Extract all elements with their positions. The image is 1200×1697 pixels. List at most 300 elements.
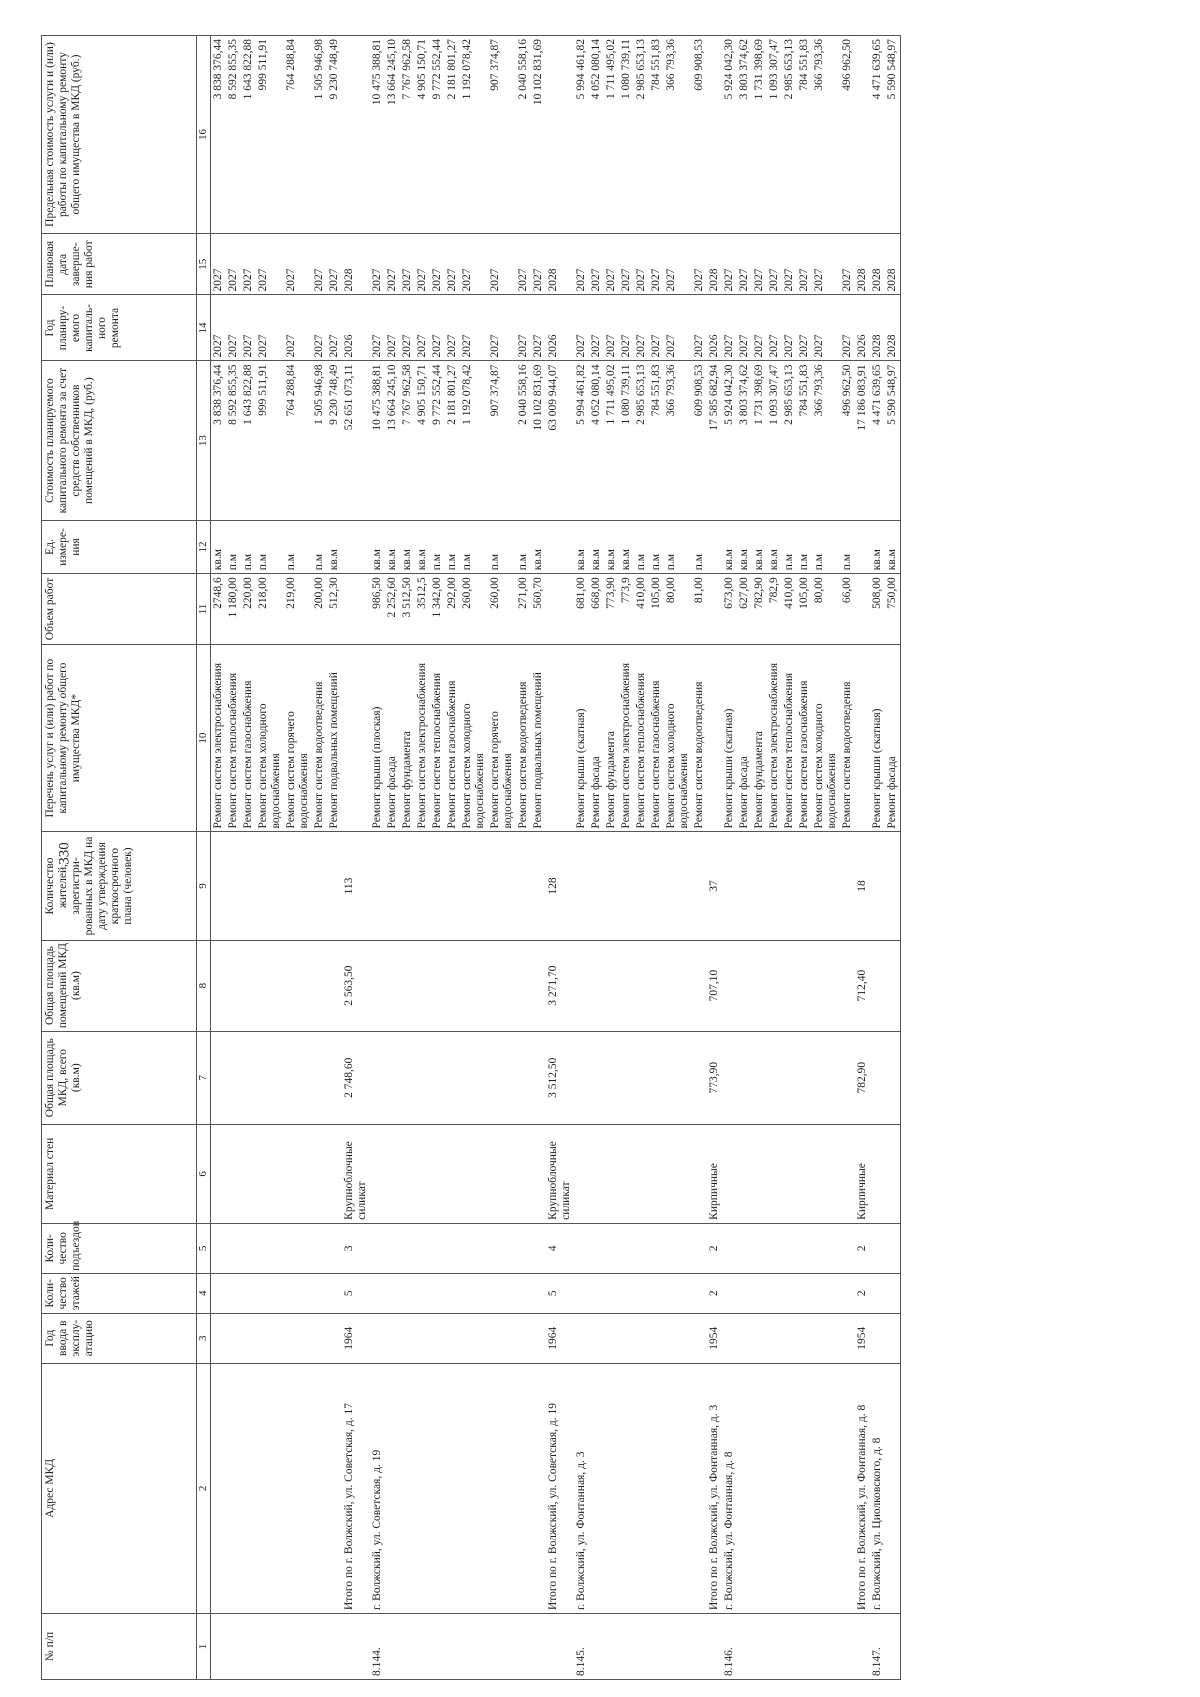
floors-cell	[649, 1273, 664, 1313]
completion-date-cell: 2027	[722, 234, 737, 295]
premises-area-cell	[812, 940, 840, 1031]
year-built-cell	[619, 1313, 634, 1363]
cost-cell: 999 511,91	[256, 361, 284, 520]
table-row	[885, 36, 901, 1680]
residents-cell	[460, 832, 488, 940]
completion-date-cell: 2027	[619, 234, 634, 295]
unit-cell: кв.м	[870, 520, 885, 573]
wall-material-cell	[415, 1124, 430, 1223]
residents-cell	[226, 832, 241, 940]
total-area-cell	[737, 1031, 752, 1124]
cost-cell: 3 838 376,44	[211, 361, 227, 520]
work-type-cell: Ремонт систем горячего водоснабжения	[284, 644, 312, 832]
entrances-cell	[370, 1223, 385, 1273]
entrances-cell	[885, 1223, 901, 1273]
table-row	[722, 36, 737, 1680]
limit-cost-cell: 9 230 748,49	[327, 36, 342, 234]
cost-cell: 5 590 548,97	[885, 361, 901, 520]
entrances-cell: 4	[546, 1223, 574, 1273]
premises-area-cell	[284, 940, 312, 1031]
year-built-cell	[312, 1313, 327, 1363]
entrances-cell	[531, 1223, 546, 1273]
work-type-cell: Ремонт систем холодного водоснабжения	[664, 644, 692, 832]
entrances-cell	[840, 1223, 855, 1273]
year-built-cell	[460, 1313, 488, 1363]
address-cell	[415, 1363, 430, 1613]
total-area-cell	[488, 1031, 516, 1124]
address-cell: Итого по г. Волжский, ул. Советская, д. 19	[546, 1363, 574, 1613]
completion-date-cell: 2027	[488, 234, 516, 295]
header-row	[42, 36, 197, 1680]
wall-material-cell	[692, 1124, 707, 1223]
floors-cell	[445, 1273, 460, 1313]
work-type-cell: Ремонт систем газоснабжения	[797, 644, 812, 832]
completion-date-cell: 2027	[737, 234, 752, 295]
floors-cell	[241, 1273, 256, 1313]
volume-cell: 260,00	[488, 574, 516, 645]
limit-cost-cell: 999 511,91	[256, 36, 284, 234]
wall-material-cell	[284, 1124, 312, 1223]
unit-cell: п.м	[812, 520, 840, 573]
premises-area-cell	[782, 940, 797, 1031]
repair-year-cell: 2027	[327, 295, 342, 361]
cost-cell: 4 471 639,65	[870, 361, 885, 520]
premises-area-cell	[385, 940, 400, 1031]
repair-year-cell: 2026	[855, 295, 870, 361]
total-area-cell	[241, 1031, 256, 1124]
residents-cell	[241, 832, 256, 940]
cost-cell: 5 924 042,30	[722, 361, 737, 520]
entrances-cell: 3	[342, 1223, 370, 1273]
row-number-cell	[241, 1614, 256, 1680]
year-built-cell	[370, 1313, 385, 1363]
repair-year-cell: 2027	[649, 295, 664, 361]
limit-cost-cell: 5 994 461,82	[574, 36, 589, 234]
cost-cell: 1 192 078,42	[460, 361, 488, 520]
work-type-cell: Ремонт систем электроснабжения	[415, 644, 430, 832]
address-cell	[516, 1363, 531, 1613]
address-cell	[211, 1363, 227, 1613]
work-type-cell: Ремонт подвальных помещений	[327, 644, 342, 832]
work-type-cell: Ремонт систем теплоснабжения	[226, 644, 241, 832]
year-built-cell	[385, 1313, 400, 1363]
limit-cost-cell: 784 551,83	[649, 36, 664, 234]
wall-material-cell	[782, 1124, 797, 1223]
work-type-cell: Ремонт систем водоотведения	[312, 644, 327, 832]
premises-area-cell	[211, 940, 227, 1031]
completion-date-cell: 2027	[226, 234, 241, 295]
row-number-cell: 8.147.	[870, 1614, 885, 1680]
row-number-cell	[752, 1614, 767, 1680]
column-number: 6	[197, 1124, 211, 1223]
year-built-cell	[400, 1313, 415, 1363]
cost-cell: 10 475 388,81	[370, 361, 385, 520]
residents-cell: 18	[855, 832, 870, 940]
wall-material-cell	[649, 1124, 664, 1223]
unit-cell	[546, 520, 574, 573]
year-built-cell	[415, 1313, 430, 1363]
entrances-cell	[767, 1223, 782, 1273]
completion-date-cell: 2027	[256, 234, 284, 295]
premises-area-cell	[256, 940, 284, 1031]
wall-material-cell	[589, 1124, 604, 1223]
row-number-cell	[589, 1614, 604, 1680]
volume-cell: 508,00	[870, 574, 885, 645]
address-cell	[619, 1363, 634, 1613]
total-area-cell	[870, 1031, 885, 1124]
table-row	[370, 36, 385, 1680]
cost-cell: 13 664 245,10	[385, 361, 400, 520]
completion-date-cell: 2027	[400, 234, 415, 295]
cost-cell: 9 230 748,49	[327, 361, 342, 520]
year-built-cell	[634, 1313, 649, 1363]
entrances-cell	[737, 1223, 752, 1273]
total-area-cell	[385, 1031, 400, 1124]
repair-year-cell: 2027	[241, 295, 256, 361]
row-number-cell	[415, 1614, 430, 1680]
completion-date-cell: 2027	[692, 234, 707, 295]
premises-area-cell	[797, 940, 812, 1031]
header-cell: № п/п	[42, 1614, 197, 1680]
cost-cell: 1 080 739,11	[619, 361, 634, 520]
volume-cell: 3 512,50	[400, 574, 415, 645]
table-row	[782, 36, 797, 1680]
floors-cell	[370, 1273, 385, 1313]
year-built-cell	[430, 1313, 445, 1363]
header-cell: Ед. измере-ния	[42, 520, 197, 573]
entrances-cell	[226, 1223, 241, 1273]
residents-cell	[812, 832, 840, 940]
year-built-cell	[767, 1313, 782, 1363]
volume-cell	[707, 574, 722, 645]
page-number: 330	[56, 842, 73, 865]
floors-cell	[692, 1273, 707, 1313]
premises-area-cell: 712,40	[855, 940, 870, 1031]
year-built-cell: 1954	[855, 1313, 870, 1363]
premises-area-cell	[241, 940, 256, 1031]
residents-cell	[415, 832, 430, 940]
completion-date-cell: 2027	[327, 234, 342, 295]
row-number-cell: 8.146.	[722, 1614, 737, 1680]
completion-date-cell: 2027	[797, 234, 812, 295]
total-area-cell	[226, 1031, 241, 1124]
premises-area-cell	[516, 940, 531, 1031]
volume-cell: 3512,5	[415, 574, 430, 645]
repair-year-cell: 2027	[767, 295, 782, 361]
floors-cell	[885, 1273, 901, 1313]
unit-cell: кв.м	[589, 520, 604, 573]
address-cell: г. Волжский, ул. Фонтанная, д. 8	[722, 1363, 737, 1613]
floors-cell	[619, 1273, 634, 1313]
row-number-cell	[430, 1614, 445, 1680]
table-row	[460, 36, 488, 1680]
premises-area-cell	[840, 940, 855, 1031]
row-number-cell	[312, 1614, 327, 1680]
completion-date-cell: 2027	[812, 234, 840, 295]
header-cell: Перечень услуг и (или) работ по капитальному ремонту общего имущества МКД*	[42, 644, 197, 832]
entrances-cell	[385, 1223, 400, 1273]
residents-cell	[531, 832, 546, 940]
limit-cost-cell: 4 052 080,14	[589, 36, 604, 234]
wall-material-cell	[531, 1124, 546, 1223]
total-area-cell	[782, 1031, 797, 1124]
entrances-cell	[752, 1223, 767, 1273]
work-type-cell: Ремонт фасада	[737, 644, 752, 832]
address-cell	[256, 1363, 284, 1613]
row-number-cell	[256, 1614, 284, 1680]
work-type-cell: Ремонт подвальных помещений	[531, 644, 546, 832]
residents-cell: 128	[546, 832, 574, 940]
entrances-cell	[574, 1223, 589, 1273]
total-area-cell: 2 748,60	[342, 1031, 370, 1124]
limit-cost-cell: 13 664 245,10	[385, 36, 400, 234]
volume-cell: 292,00	[445, 574, 460, 645]
year-built-cell	[488, 1313, 516, 1363]
entrances-cell	[722, 1223, 737, 1273]
completion-date-cell: 2027	[430, 234, 445, 295]
entrances-cell	[797, 1223, 812, 1273]
header-cell: Год ввода в эксплу-атацию	[42, 1313, 197, 1363]
column-number: 9	[197, 832, 211, 940]
column-number: 1	[197, 1614, 211, 1680]
repair-year-cell: 2027	[737, 295, 752, 361]
residents-cell	[692, 832, 707, 940]
volume-cell: 773,90	[604, 574, 619, 645]
year-built-cell	[589, 1313, 604, 1363]
premises-area-cell	[226, 940, 241, 1031]
unit-cell: п.м	[284, 520, 312, 573]
address-cell: г. Волжский, ул. Циолковского, д. 8	[870, 1363, 885, 1613]
unit-cell: п.м	[445, 520, 460, 573]
work-type-cell: Ремонт систем горячего водоснабжения	[488, 644, 516, 832]
year-built-cell: 1964	[546, 1313, 574, 1363]
table-row	[445, 36, 460, 1680]
work-type-cell: Ремонт крыши (скатная)	[722, 644, 737, 832]
unit-cell: кв.м	[767, 520, 782, 573]
volume-cell: 673,00	[722, 574, 737, 645]
entrances-cell	[604, 1223, 619, 1273]
table-row	[649, 36, 664, 1680]
completion-date-cell: 2027	[370, 234, 385, 295]
completion-date-cell: 2027	[589, 234, 604, 295]
year-built-cell	[241, 1313, 256, 1363]
floors-cell	[531, 1273, 546, 1313]
volume-cell	[342, 574, 370, 645]
repair-year-cell: 2027	[664, 295, 692, 361]
completion-date-cell: 2027	[211, 234, 227, 295]
table-row	[546, 36, 574, 1680]
wall-material-cell	[516, 1124, 531, 1223]
repair-year-cell: 2027	[400, 295, 415, 361]
completion-date-cell: 2027	[516, 234, 531, 295]
cost-cell: 5 994 461,82	[574, 361, 589, 520]
premises-area-cell	[589, 940, 604, 1031]
column-number: 8	[197, 940, 211, 1031]
limit-cost-cell: 366 793,36	[664, 36, 692, 234]
table-row	[692, 36, 707, 1680]
wall-material-cell	[430, 1124, 445, 1223]
repair-year-cell: 2027	[516, 295, 531, 361]
address-cell	[885, 1363, 901, 1613]
total-area-cell	[840, 1031, 855, 1124]
floors-cell	[430, 1273, 445, 1313]
total-area-cell	[812, 1031, 840, 1124]
limit-cost-cell: 8 592 855,35	[226, 36, 241, 234]
cost-cell: 9 772 552,44	[430, 361, 445, 520]
year-built-cell	[604, 1313, 619, 1363]
wall-material-cell	[460, 1124, 488, 1223]
table-row	[589, 36, 604, 1680]
row-number-cell	[812, 1614, 840, 1680]
repair-year-cell: 2028	[885, 295, 901, 361]
repair-year-cell: 2026	[707, 295, 722, 361]
repair-year-cell: 2027	[812, 295, 840, 361]
unit-cell: п.м	[664, 520, 692, 573]
unit-cell: п.м	[797, 520, 812, 573]
header-cell: Стоимость планируемого капитального ремонта за счет средств собственников помещений в МКД, (руб.)	[42, 361, 197, 520]
floors-cell	[589, 1273, 604, 1313]
limit-cost-cell: 496 962,50	[840, 36, 855, 234]
column-number: 2	[197, 1363, 211, 1613]
row-number-cell	[546, 1614, 574, 1680]
residents-cell	[664, 832, 692, 940]
total-area-cell: 782,90	[855, 1031, 870, 1124]
entrances-cell	[327, 1223, 342, 1273]
premises-area-cell	[737, 940, 752, 1031]
limit-cost-cell: 1 505 946,98	[312, 36, 327, 234]
table-row	[430, 36, 445, 1680]
limit-cost-cell: 1 192 078,42	[460, 36, 488, 234]
completion-date-cell: 2027	[782, 234, 797, 295]
volume-cell: 782,90	[752, 574, 767, 645]
residents-cell	[312, 832, 327, 940]
unit-cell: п.м	[649, 520, 664, 573]
premises-area-cell	[722, 940, 737, 1031]
cost-cell: 10 102 831,69	[531, 361, 546, 520]
unit-cell: кв.м	[619, 520, 634, 573]
floors-cell	[752, 1273, 767, 1313]
table-row	[664, 36, 692, 1680]
unit-cell: п.м	[782, 520, 797, 573]
repair-year-cell: 2027	[619, 295, 634, 361]
unit-cell: кв.м	[604, 520, 619, 573]
year-built-cell	[840, 1313, 855, 1363]
cost-cell: 764 288,84	[284, 361, 312, 520]
floors-cell	[460, 1273, 488, 1313]
header-cell: Адрес МКД	[42, 1363, 197, 1613]
residents-cell	[737, 832, 752, 940]
header-cell: Материал стен	[42, 1124, 197, 1223]
volume-cell: 410,00	[782, 574, 797, 645]
table-row	[752, 36, 767, 1680]
column-number: 11	[197, 574, 211, 645]
row-number-cell	[707, 1614, 722, 1680]
premises-area-cell	[531, 940, 546, 1031]
entrances-cell: 2	[707, 1223, 722, 1273]
limit-cost-cell: 1 080 739,11	[619, 36, 634, 234]
limit-cost-cell: 7 767 962,58	[400, 36, 415, 234]
year-built-cell	[516, 1313, 531, 1363]
table-row	[634, 36, 649, 1680]
row-number-cell	[211, 1614, 227, 1680]
work-type-cell: Ремонт систем холодного водоснабжения	[812, 644, 840, 832]
work-type-cell	[546, 644, 574, 832]
row-number-cell	[284, 1614, 312, 1680]
limit-cost-cell	[342, 36, 370, 234]
unit-cell: кв.м	[415, 520, 430, 573]
limit-cost-cell: 9 772 552,44	[430, 36, 445, 234]
premises-area-cell	[634, 940, 649, 1031]
limit-cost-cell: 10 102 831,69	[531, 36, 546, 234]
address-cell	[812, 1363, 840, 1613]
repair-year-cell: 2027	[634, 295, 649, 361]
volume-cell	[855, 574, 870, 645]
unit-cell: п.м	[840, 520, 855, 573]
entrances-cell	[664, 1223, 692, 1273]
floors-cell	[870, 1273, 885, 1313]
header-cell: Коли-чество подъездов	[42, 1223, 197, 1273]
residents-cell	[649, 832, 664, 940]
cost-cell: 784 551,83	[797, 361, 812, 520]
row-number-cell	[737, 1614, 752, 1680]
unit-cell: п.м	[634, 520, 649, 573]
repair-year-cell: 2026	[546, 295, 574, 361]
header-cell: Объем работ	[42, 574, 197, 645]
premises-area-cell	[619, 940, 634, 1031]
wall-material-cell	[370, 1124, 385, 1223]
wall-material-cell: Крупноблочные силикат	[546, 1124, 574, 1223]
repair-year-cell: 2027	[226, 295, 241, 361]
floors-cell	[385, 1273, 400, 1313]
residents-cell: 37	[707, 832, 722, 940]
unit-cell: п.м	[256, 520, 284, 573]
column-number: 10	[197, 644, 211, 832]
row-number-cell	[855, 1614, 870, 1680]
table-row	[312, 36, 327, 1680]
volume-cell: 220,00	[241, 574, 256, 645]
floors-cell	[516, 1273, 531, 1313]
unit-cell: кв.м	[531, 520, 546, 573]
residents-cell	[797, 832, 812, 940]
header-cell: Предельная стоимость услуги и (или) работы по капитальному ремонту общего имущества в МКД (руб.)	[42, 36, 197, 234]
work-type-cell: Ремонт фундамента	[400, 644, 415, 832]
year-built-cell	[737, 1313, 752, 1363]
limit-cost-cell: 2 985 653,13	[634, 36, 649, 234]
volume-cell: 681,00	[574, 574, 589, 645]
residents-cell	[782, 832, 797, 940]
volume-cell: 200,00	[312, 574, 327, 645]
repair-year-cell: 2027	[531, 295, 546, 361]
completion-date-cell: 2027	[649, 234, 664, 295]
row-number-cell	[531, 1614, 546, 1680]
entrances-cell	[516, 1223, 531, 1273]
limit-cost-cell: 2 040 558,16	[516, 36, 531, 234]
total-area-cell	[445, 1031, 460, 1124]
table-row	[707, 36, 722, 1680]
table-row	[767, 36, 782, 1680]
wall-material-cell	[619, 1124, 634, 1223]
wall-material-cell	[870, 1124, 885, 1223]
completion-date-cell: 2027	[840, 234, 855, 295]
volume-cell: 2748,6	[211, 574, 227, 645]
header-cell: Общая площадь МКД, всего (кв.м)	[42, 1031, 197, 1124]
total-area-cell	[767, 1031, 782, 1124]
wall-material-cell	[574, 1124, 589, 1223]
unit-cell: кв.м	[752, 520, 767, 573]
residents-cell	[619, 832, 634, 940]
completion-date-cell: 2027	[460, 234, 488, 295]
row-number-cell	[797, 1614, 812, 1680]
